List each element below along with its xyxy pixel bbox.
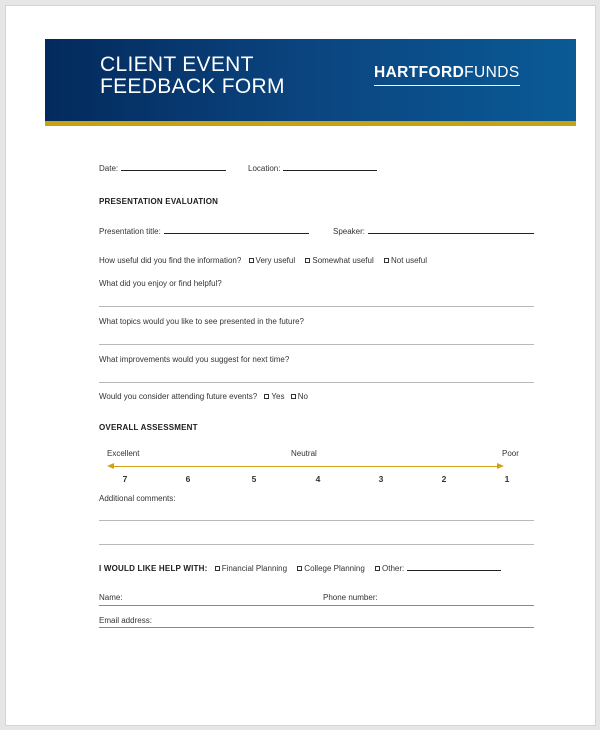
- checkbox-icon[interactable]: [291, 394, 296, 399]
- date-field[interactable]: [99, 163, 226, 173]
- arrow-right-icon: [497, 463, 504, 469]
- checkbox-icon[interactable]: [305, 258, 310, 263]
- option-no[interactable]: No: [287, 392, 308, 401]
- scale-label-poor: Poor: [502, 449, 519, 458]
- presentation-evaluation-heading: PRESENTATION EVALUATION: [99, 197, 219, 206]
- topics-question: What topics would you like to see presented in the future?: [99, 317, 305, 326]
- checkbox-icon[interactable]: [215, 566, 220, 571]
- rating-2[interactable]: 2: [441, 474, 447, 484]
- improvements-question: What improvements would you suggest for next time?: [99, 355, 290, 364]
- help-with-heading: I WOULD LIKE HELP WITH:: [99, 564, 208, 573]
- option-not-useful[interactable]: Not useful: [376, 256, 427, 265]
- checkbox-icon[interactable]: [384, 258, 389, 263]
- date-blank[interactable]: [121, 163, 226, 171]
- brand-bold: HARTFORD: [374, 64, 465, 81]
- location-blank[interactable]: [283, 163, 377, 171]
- usefulness-question-text: How useful did you find the information?: [99, 256, 242, 265]
- comments-line-2[interactable]: [99, 544, 534, 545]
- future-events-question-text: Would you consider attending future events?: [99, 392, 258, 401]
- header-gold-bar: [45, 121, 576, 126]
- checkbox-icon[interactable]: [297, 566, 302, 571]
- form-title-line1: CLIENT EVENT: [100, 53, 254, 76]
- rating-4[interactable]: 4: [315, 474, 321, 484]
- comments-line-1[interactable]: [99, 520, 534, 521]
- enjoy-answer-line[interactable]: [99, 306, 534, 307]
- name-label: Name:: [99, 593, 123, 602]
- option-very-useful[interactable]: Very useful: [244, 256, 296, 265]
- rating-5[interactable]: 5: [251, 474, 257, 484]
- speaker-field[interactable]: [333, 226, 534, 236]
- email-label: Email address:: [99, 616, 152, 625]
- overall-assessment-heading: OVERALL ASSESSMENT: [99, 423, 198, 432]
- email-line[interactable]: [99, 627, 534, 628]
- name-phone-line[interactable]: [99, 605, 534, 606]
- phone-label: Phone number:: [323, 593, 378, 602]
- usefulness-question: [99, 256, 427, 265]
- location-label: Location:: [248, 164, 281, 173]
- presentation-title-label: Presentation title:: [99, 227, 161, 236]
- future-events-question: [99, 392, 308, 401]
- presentation-title-field[interactable]: [99, 226, 309, 236]
- option-college-planning[interactable]: College Planning: [289, 564, 365, 573]
- rating-6[interactable]: 6: [185, 474, 191, 484]
- improvements-answer-line[interactable]: [99, 382, 534, 383]
- rating-3[interactable]: 3: [378, 474, 384, 484]
- brand-light: FUNDS: [464, 64, 520, 81]
- option-financial-planning[interactable]: Financial Planning: [210, 564, 287, 573]
- presentation-title-blank[interactable]: [164, 226, 309, 234]
- other-blank[interactable]: [407, 563, 501, 571]
- option-somewhat-useful[interactable]: Somewhat useful: [297, 256, 373, 265]
- enjoy-question: What did you enjoy or find helpful?: [99, 279, 222, 288]
- date-label: Date:: [99, 164, 119, 173]
- speaker-blank[interactable]: [368, 226, 534, 234]
- help-with-row: [99, 563, 501, 573]
- topics-answer-line[interactable]: [99, 344, 534, 345]
- checkbox-icon[interactable]: [249, 258, 254, 263]
- speaker-label: Speaker:: [333, 227, 366, 236]
- option-other[interactable]: Other:: [367, 564, 501, 573]
- brand-logo: [374, 64, 520, 86]
- checkbox-icon[interactable]: [375, 566, 380, 571]
- additional-comments-label: Additional comments:: [99, 494, 176, 503]
- rating-scale-line: [113, 466, 498, 467]
- form-title: [100, 54, 285, 98]
- option-yes[interactable]: Yes: [259, 392, 284, 401]
- form-title-line2: FEEDBACK FORM: [100, 75, 285, 98]
- rating-1[interactable]: 1: [504, 474, 510, 484]
- scale-label-excellent: Excellent: [107, 449, 140, 458]
- rating-7[interactable]: 7: [122, 474, 128, 484]
- checkbox-icon[interactable]: [264, 394, 269, 399]
- scale-label-neutral: Neutral: [291, 449, 317, 458]
- location-field[interactable]: [248, 163, 377, 173]
